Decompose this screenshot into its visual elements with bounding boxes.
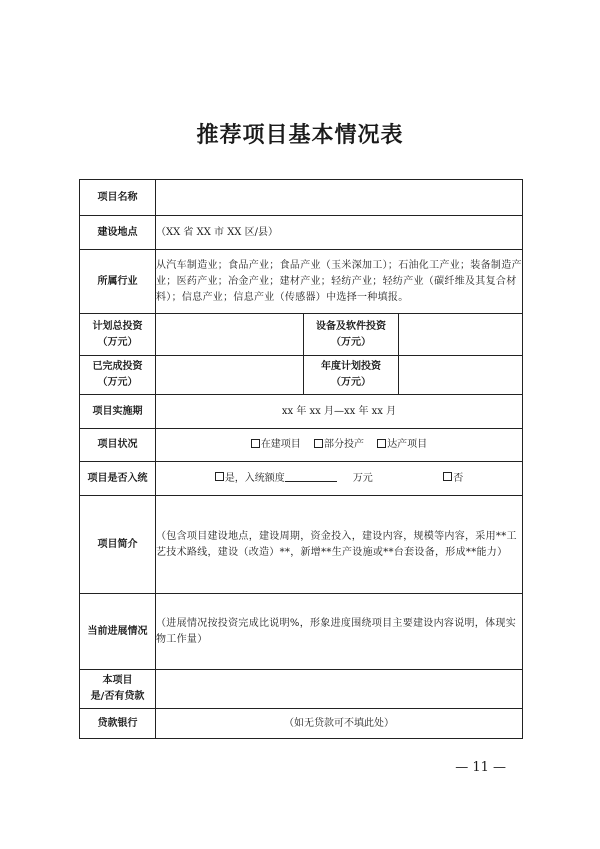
included-no-option[interactable]: 否 (443, 473, 463, 484)
row-loan (80, 670, 523, 709)
implementation-period-field[interactable]: xx 年 xx 月—xx 年 xx 月 (156, 395, 523, 429)
annual-investment-label-line1: 年度计划投资 (321, 361, 381, 372)
progress-field[interactable]: （进展情况按投资完成比说明%，形象进度围绕项目主要建设内容说明，体现实物工作量） (156, 594, 523, 670)
industry-field[interactable]: 从汽车制造业；食品产业；食品产业（玉米深加工）；石油化工产业；装备制造产业；医药产业；冶金产业；建材产业；轻纺产业；轻纺产业（碳纤维及其复合材料）；信息产业；信息产业（传感器）中选择一种填报。 (156, 250, 523, 314)
checkbox-icon[interactable] (251, 439, 260, 448)
document-title: 推荐项目基本情况表 (196, 122, 404, 148)
included-label: 项目是否入统 (80, 462, 156, 496)
summary-field[interactable]: （包含项目建设地点，建设周期，资金投入，建设内容，规模等内容，采用**工艺技术路线，建设（改造）**，新增**生产设施或**台套设备，形成**能力） (156, 496, 523, 594)
loan-label-line2: 是/否有贷款 (90, 691, 145, 702)
location-label: 建设地点 (80, 216, 156, 250)
status-option-under-construction[interactable]: 在建项目 (251, 439, 301, 450)
planned-investment-label-line2: （万元） (97, 336, 138, 348)
row-implementation-period (80, 395, 523, 429)
implementation-period-label: 项目实施期 (80, 395, 156, 429)
included-unit: 万元 (352, 472, 373, 484)
row-included (80, 462, 523, 496)
checkbox-icon[interactable] (215, 472, 224, 481)
planned-investment-label (80, 314, 156, 356)
planned-investment-label-line1: 计划总投资 (92, 320, 143, 332)
loan-field[interactable] (156, 670, 523, 709)
status-label: 项目状况 (80, 429, 156, 462)
loan-label-line1: 本项目 (102, 675, 133, 686)
project-name-field[interactable] (156, 180, 523, 216)
row-summary (80, 496, 523, 594)
completed-investment-field[interactable] (156, 356, 304, 395)
annual-investment-label (304, 356, 399, 395)
checkbox-icon[interactable] (314, 439, 323, 448)
annual-investment-field[interactable] (399, 356, 523, 395)
equipment-investment-label-line2: （万元） (331, 336, 371, 348)
planned-investment-field[interactable] (156, 314, 304, 356)
progress-label: 当前进展情况 (80, 594, 156, 670)
equipment-investment-field[interactable] (399, 314, 523, 356)
included-yes-option[interactable]: 是，入统额度 (215, 473, 285, 484)
row-industry (80, 250, 523, 314)
project-name-label: 项目名称 (80, 180, 156, 216)
page-number: — 11 — (455, 760, 506, 775)
status-options (156, 429, 523, 462)
completed-investment-label (80, 356, 156, 395)
status-option-full-production[interactable]: 达产项目 (377, 439, 427, 450)
status-option-partial-production[interactable]: 部分投产 (314, 439, 364, 450)
completed-investment-label-line1: 已完成投资 (92, 361, 143, 372)
annual-investment-label-line2: （万元） (331, 377, 371, 388)
row-location (80, 216, 523, 250)
row-bank (80, 709, 523, 739)
row-planned-investment (80, 314, 523, 356)
completed-investment-label-line2: （万元） (97, 377, 138, 388)
row-project-name (80, 180, 523, 216)
equipment-investment-label-line1: 设备及软件投资 (316, 320, 386, 332)
row-completed-investment (80, 356, 523, 395)
location-field[interactable]: （XX 省 XX 市 XX 区/县） (156, 216, 523, 250)
included-options (156, 462, 523, 496)
industry-label: 所属行业 (80, 250, 156, 314)
included-amount-field[interactable] (285, 471, 337, 482)
project-info-form (79, 179, 523, 739)
summary-label: 项目简介 (80, 496, 156, 594)
loan-label (80, 670, 156, 709)
equipment-investment-label (304, 314, 399, 356)
checkbox-icon[interactable] (443, 472, 452, 481)
row-progress (80, 594, 523, 670)
checkbox-icon[interactable] (377, 439, 386, 448)
bank-label: 贷款银行 (80, 709, 156, 739)
row-status (80, 429, 523, 462)
bank-field[interactable]: （如无贷款可不填此处） (156, 709, 523, 739)
